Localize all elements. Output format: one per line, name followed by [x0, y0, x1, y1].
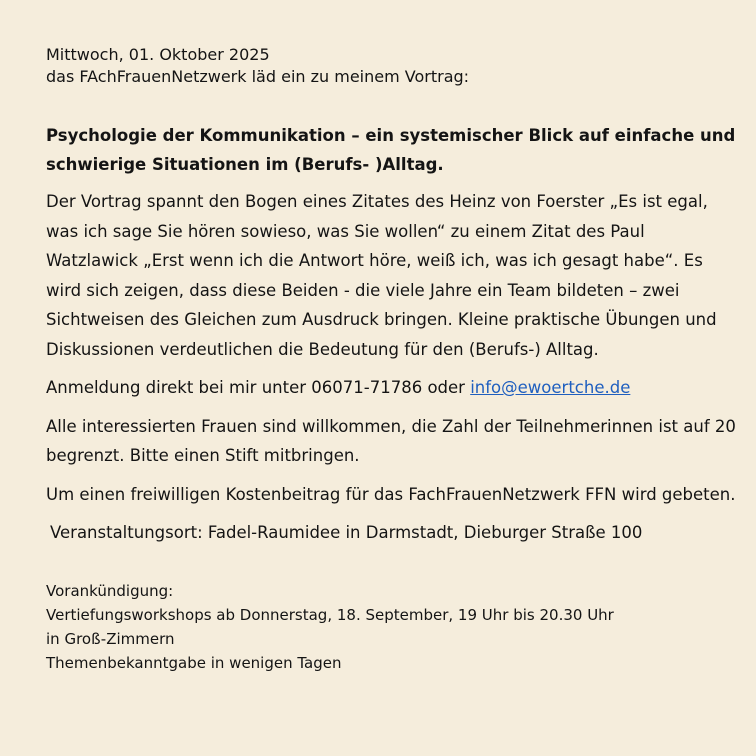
participants-info: Alle interessierten Frauen sind willkommen, die Zahl der Teilnehmerinnen ist auf 20 begrenzt. Bitte einen Stift mitbringen.	[46, 416, 736, 465]
talk-title: Psychologie der Kommunikation – ein systemischer Blick auf einfache und schwierige Situationen im (Berufs- )Alltag.	[46, 126, 736, 174]
announcement-heading: Vorankündigung:	[46, 582, 174, 600]
talk-description: Der Vortrag spannt den Bogen eines Zitates des Heinz von Foerster „Es ist egal, was ich sage Sie hören sowieso, was Sie wollen“ zu einem Zitat des Paul Watzlawick „Erst wenn ich die Antwort höre, weiß ich, was ich gesagt habe“. Es wird sich zeigen, dass diese Beiden - die viele Jahre ein Team bildeten – zwei Sichtweisen des Gleichen zum Ausdruck bringen. Kleine praktische Übungen und Diskussionen verdeutlichen die Bedeutung für den (Berufs-) Alltag.	[46, 192, 717, 359]
invitation-line: das FAchFrauenNetzwerk läd ein zu meinem Vortrag:	[46, 67, 470, 86]
fee-info: Um einen freiwilligen Kostenbeitrag für das FachFrauenNetzwerk FFN wird gebeten.	[46, 484, 736, 504]
venue-info: Veranstaltungsort: Fadel-Raumidee in Darmstadt, Dieburger Straße 100	[50, 523, 643, 542]
registration-text: Anmeldung direkt bei mir unter 06071-71786 oder	[46, 378, 471, 397]
announcement-block	[46, 579, 736, 675]
announcement-topics: Themenbekanntgabe in wenigen Tagen	[46, 654, 342, 672]
announcement-workshops: Vertiefungsworkshops ab Donnerstag, 18. September, 19 Uhr bis 20.30 Uhr	[46, 606, 614, 624]
event-date: Mittwoch, 01. Oktober 2025	[46, 45, 270, 64]
announcement-location: in Groß-Zimmern	[46, 630, 175, 648]
registration-line	[46, 373, 736, 403]
email-link[interactable]: info@ewoertche.de	[470, 378, 631, 397]
document-page	[46, 44, 736, 675]
